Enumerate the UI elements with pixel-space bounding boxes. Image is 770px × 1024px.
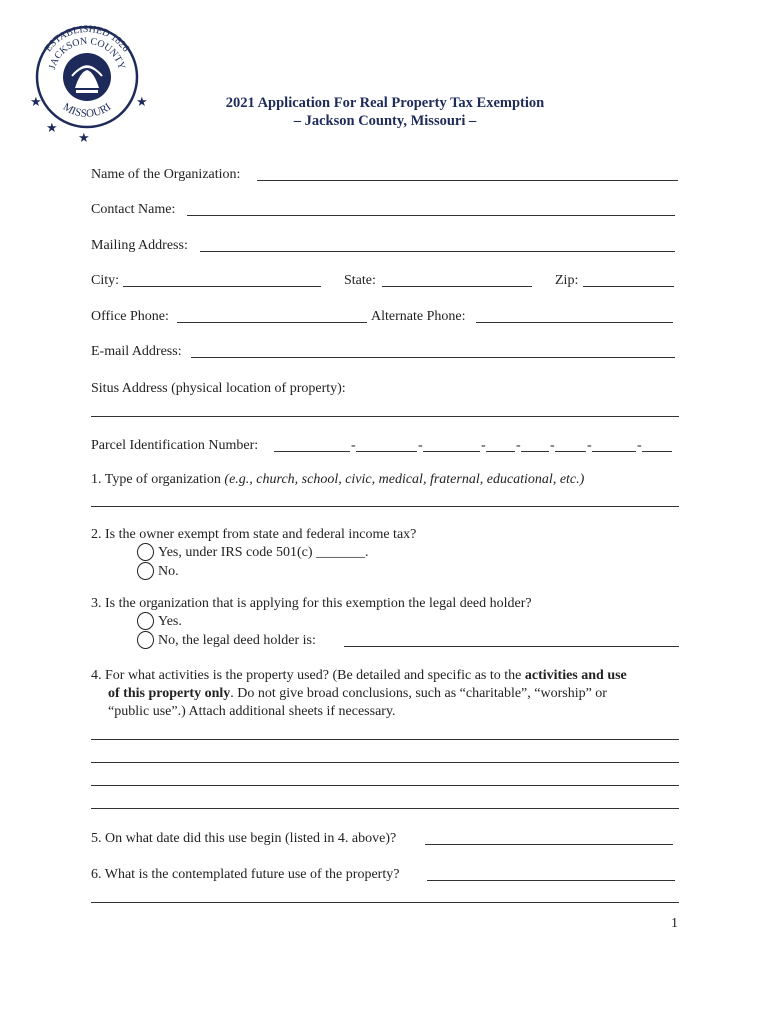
svg-text:★: ★ [78, 130, 90, 145]
form-title: 2021 Application For Real Property Tax Exemption [225, 95, 545, 111]
svg-text:★: ★ [30, 94, 42, 109]
mailing-address-field[interactable] [200, 251, 675, 252]
deed-holder-field[interactable] [344, 646, 679, 647]
form-subtitle: – Jackson County, Missouri – [293, 113, 477, 129]
question-5-text: 5. On what date did this use begin (listed in 4. above)? [91, 831, 397, 846]
svg-text:ESTABLISHED 1826 [43, 24, 131, 54]
svg-text:★: ★ [136, 94, 148, 109]
seal-county-text: JACKSON COUNTY [46, 35, 128, 71]
seal-established-text: ESTABLISHED 1826 [42, 23, 132, 55]
city-label: City: [91, 273, 120, 288]
q2-no-radio[interactable] [137, 562, 154, 580]
question-1-examples: (e.g., church, school, civic, medical, fraternal, educational, etc.) [224, 472, 585, 487]
question-4-answer-line-3[interactable] [91, 785, 679, 786]
org-name-label: Name of the Organization: [91, 167, 241, 182]
question-4-answer-line-2[interactable] [91, 762, 679, 763]
use-begin-date-field[interactable] [425, 844, 673, 845]
contact-name-label: Contact Name: [91, 202, 176, 217]
parcel-segment-6[interactable] [555, 451, 586, 452]
parcel-segment-2[interactable] [356, 451, 417, 452]
q3-yes-label: Yes. [158, 614, 182, 629]
email-field[interactable] [191, 357, 675, 358]
alt-phone-label: Alternate Phone: [371, 309, 466, 324]
alt-phone-field[interactable] [476, 322, 673, 323]
question-4-line-2: of this property only. Do not give broad conclusions, such as “charitable”, “worship” or [108, 686, 607, 701]
seal-state-text: MISSOURI [60, 100, 114, 120]
question-4-answer-line-1[interactable] [91, 739, 679, 740]
question-3-text: 3. Is the organization that is applying for this exemption the legal deed holder? [91, 596, 532, 611]
page-number: 1 [671, 916, 678, 931]
question-4-line-1: 4. For what activities is the property used? (Be detailed and specific as to the activities and use [91, 668, 627, 683]
q2-yes-label: Yes, under IRS code 501(c) _______. [158, 545, 369, 560]
question-4-line-3: “public use”.) Attach additional sheets if necessary. [108, 704, 396, 719]
q3-yes-radio[interactable] [137, 612, 154, 630]
parcel-segment-7[interactable] [592, 451, 636, 452]
situs-address-field[interactable] [91, 416, 679, 417]
state-label: State: [344, 273, 376, 288]
parcel-segment-4[interactable] [486, 451, 515, 452]
question-4-answer-line-4[interactable] [91, 808, 679, 809]
question-1-text: 1. Type of organization [91, 472, 225, 487]
parcel-segment-3[interactable] [423, 451, 480, 452]
q2-yes-radio[interactable] [137, 543, 154, 561]
question-1-answer-line[interactable] [91, 506, 679, 507]
question-1 [91, 471, 584, 488]
application-form-page: ESTABLISHED 1826 JACKSON COUNTY MISSOURI ★ ★ ★ ★ 2021 Application For Real Property Tax Exemption – Jackson County, Missouri – Name of the Organization: Contact Name: Mailing Address: City: State: Zip: Office Phone: Alternate Phone: E-mail Address: Situs Address (physical location of property): Parcel Identification Number: - - - - - - - 1. Type of organization (e.g., church, school, civic, medical, fraternal, educational, etc.) 2. Is the owner exempt from state and federal income tax? Yes, under IRS code 501(c) _______. No. 3. Is the organization that is applying for this exemption the legal deed holder? Yes. No, the legal deed holder is: 4. For what activities is the property used? (Be detailed and specific as to the activities and use of this property only. Do not give broad conclusions, such as “charitable”, “worship” or “public use”.) Attach additional sheets if necessary. 5. On what date did this use begin (listed in 4. above)? 6. What is the contemplated future use of the property? 1 [0, 0, 770, 1024]
parcel-id-label: Parcel Identification Number: [91, 438, 259, 453]
q3-no-radio[interactable] [137, 631, 154, 649]
parcel-segment-1[interactable] [274, 451, 350, 452]
question-2-text: 2. Is the owner exempt from state and federal income tax? [91, 527, 417, 542]
office-phone-label: Office Phone: [91, 309, 169, 324]
contact-name-field[interactable] [187, 215, 675, 216]
zip-label: Zip: [555, 273, 579, 288]
future-use-field-line-2[interactable] [91, 902, 679, 903]
situs-address-label: Situs Address (physical location of property): [91, 381, 346, 396]
q2-no-label: No. [158, 564, 179, 579]
question-6-text: 6. What is the contemplated future use of the property? [91, 867, 400, 882]
mailing-address-label: Mailing Address: [91, 238, 188, 253]
future-use-field[interactable] [427, 880, 675, 881]
zip-field[interactable] [583, 286, 674, 287]
city-field[interactable] [123, 286, 321, 287]
svg-text:★: ★ [46, 120, 58, 135]
office-phone-field[interactable] [177, 322, 367, 323]
state-field[interactable] [382, 286, 532, 287]
parcel-segment-5[interactable] [521, 451, 549, 452]
parcel-segment-8[interactable] [642, 451, 672, 452]
email-label: E-mail Address: [91, 344, 182, 359]
svg-text:MISSOURI [61, 101, 114, 120]
org-name-field[interactable] [257, 180, 678, 181]
q3-no-label: No, the legal deed holder is: [158, 633, 316, 648]
